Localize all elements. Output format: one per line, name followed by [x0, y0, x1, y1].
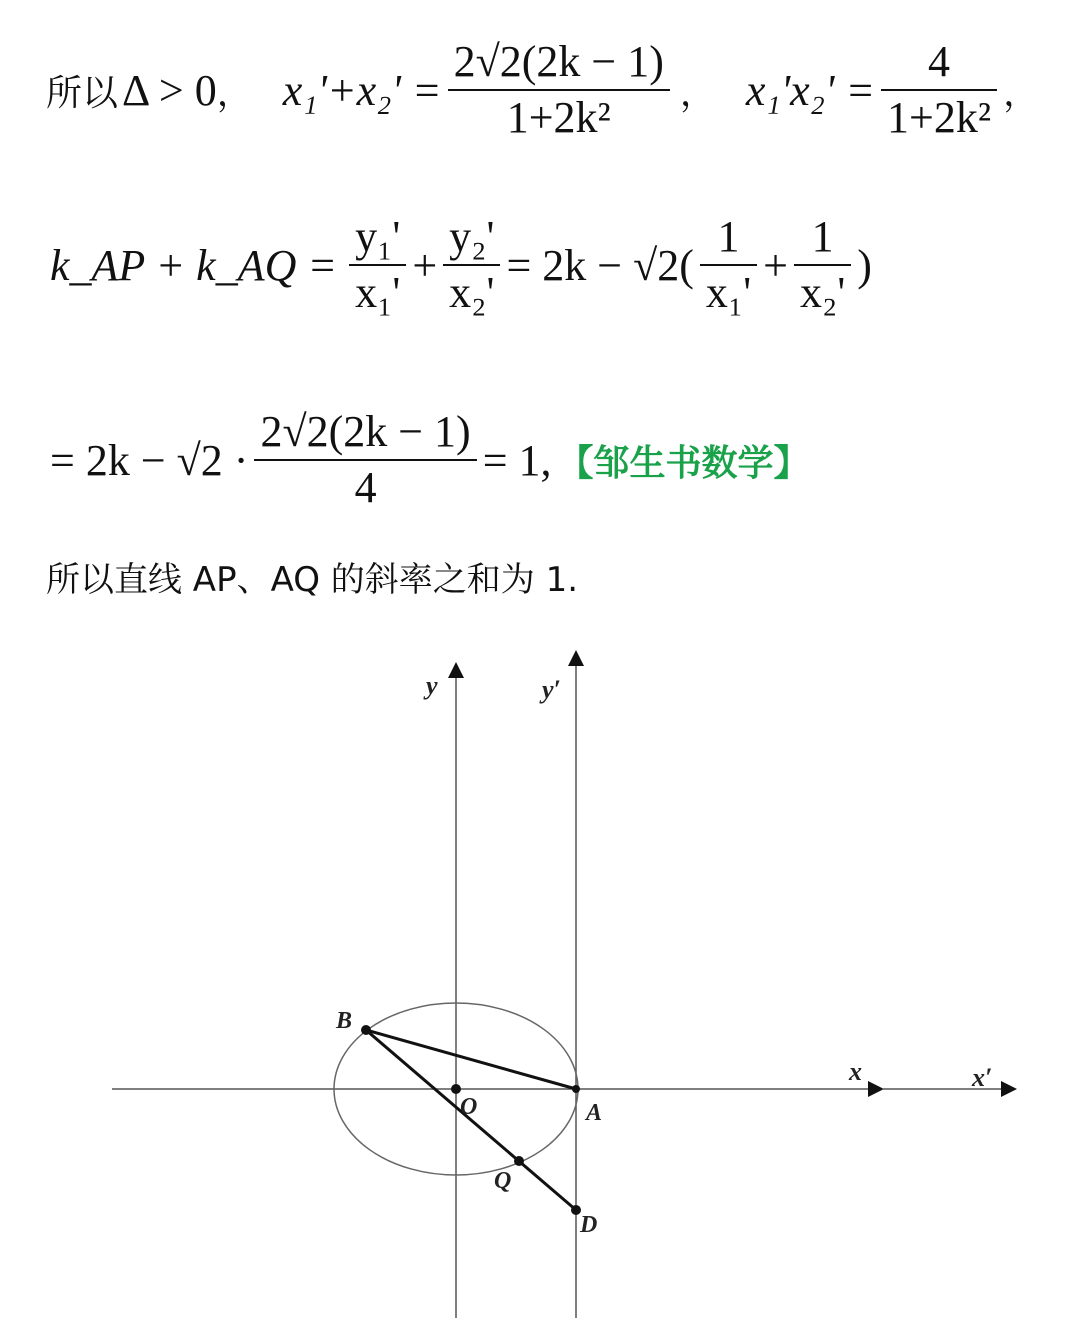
comma: ，: [1003, 72, 1040, 114]
fraction-y2-x2: [443, 211, 500, 317]
line3-start: = 2k − √2 ·: [50, 435, 249, 485]
fraction-1-x2: [794, 211, 851, 317]
middle-expression: = 2k − √2(: [506, 240, 694, 290]
equation-line-3: [0, 400, 1080, 520]
denominator: 4: [354, 463, 377, 512]
label-O: O: [460, 1094, 478, 1120]
denominator: x₁': [705, 268, 752, 317]
fraction-bar: [349, 264, 406, 266]
point-Q: [514, 1156, 524, 1166]
numerator: 1: [811, 211, 834, 261]
point-O: [451, 1084, 461, 1094]
brand-watermark: 【邹生书数学】: [557, 442, 810, 484]
product-denominator: 1+2k²: [887, 93, 992, 142]
sum-numerator: 2√2(2k − 1): [453, 36, 664, 86]
segment-BD: [366, 1030, 576, 1210]
sum-fraction: [448, 36, 670, 142]
line3-result: = 1,: [482, 435, 552, 485]
plus-sign: +: [412, 240, 438, 290]
close-paren: ): [857, 240, 872, 290]
label-Q: Q: [494, 1168, 512, 1194]
label-D: D: [580, 1212, 598, 1238]
label-y: y: [426, 671, 438, 700]
fraction-bar: [700, 264, 757, 266]
denominator: x₂': [800, 268, 846, 317]
prefix-text: 所以: [46, 72, 119, 114]
fraction-bar: [881, 89, 997, 91]
label-B: B: [336, 1008, 353, 1034]
numerator: y₂': [449, 211, 495, 261]
point-A: [572, 1085, 580, 1093]
equation-line-1: [0, 30, 1080, 150]
label-y-prime: y′: [542, 675, 561, 704]
product-fraction: [881, 36, 997, 142]
denominator: x₂': [449, 268, 495, 317]
conclusion-text: 所以直线 AP、AQ 的斜率之和为 1.: [46, 560, 579, 600]
comma: ，: [216, 72, 253, 114]
denominator: x₁': [355, 268, 401, 317]
label-A: A: [586, 1100, 603, 1126]
fraction-bar: [448, 89, 670, 91]
numerator: 2√2(2k − 1): [260, 406, 471, 456]
coordinate-figure: [0, 618, 1080, 1318]
sum-denominator: 1+2k²: [506, 93, 611, 142]
fraction-bar: [254, 459, 476, 461]
sum-lhs: x₁'+x₂' =: [282, 65, 442, 115]
label-x-prime: x′: [972, 1063, 993, 1092]
comma: ，: [679, 72, 716, 114]
slope-sum-lhs: k_AP + k_AQ =: [50, 240, 338, 290]
plus-sign: +: [763, 240, 788, 290]
fraction-1-x1: [700, 211, 757, 317]
point-B: [361, 1025, 371, 1035]
numerator: 1: [717, 211, 740, 261]
delta-condition: Δ > 0: [122, 65, 217, 115]
segment-BA: [366, 1030, 576, 1089]
equation-line-2: [0, 205, 1080, 325]
product-lhs: x₁'x₂' =: [745, 65, 876, 115]
product-numerator: 4: [928, 36, 951, 86]
fraction-bar: [443, 264, 500, 266]
fraction-y1-x1: [349, 211, 406, 317]
line3-fraction: [254, 406, 476, 512]
fraction-bar: [794, 264, 851, 266]
label-x: x: [849, 1057, 862, 1086]
numerator: y₁': [355, 211, 401, 261]
